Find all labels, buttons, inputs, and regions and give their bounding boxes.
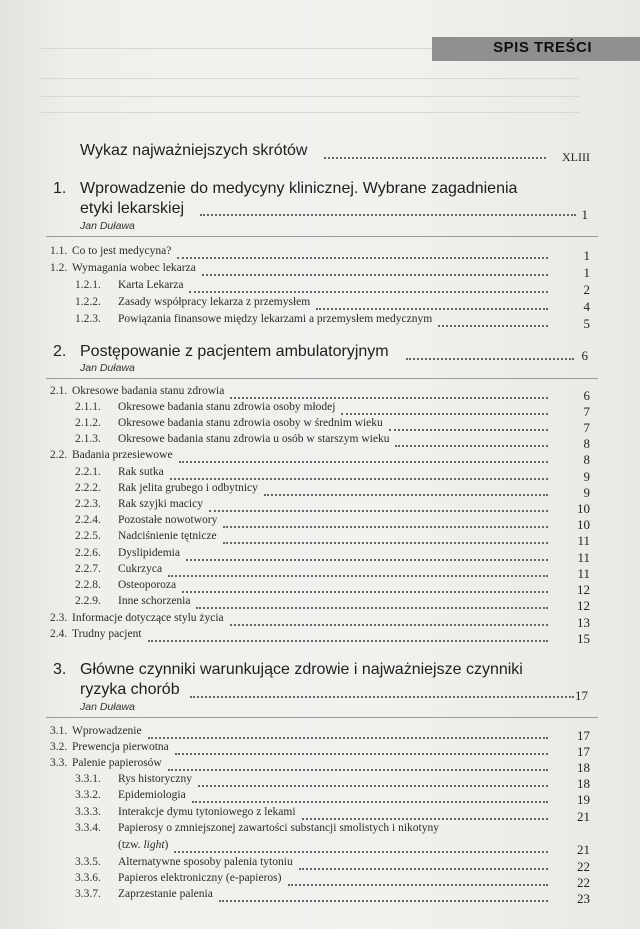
chapter-title: ryzyka chorób [80,681,180,698]
entry-page: 18 [577,776,590,791]
entry-title: Okresowe badania stanu zdrowia osoby w średnim wieku [118,417,383,429]
entry-page: 7 [583,404,590,419]
dot-leader [148,640,548,642]
entry-number: 1.2.1. [75,279,101,291]
dot-leader [190,696,574,698]
entry-page: 12 [577,598,590,613]
dot-leader [179,461,548,463]
dot-leader [299,868,548,870]
dot-leader [230,397,548,399]
dot-leader [174,851,548,853]
entry-page: 17 [577,728,590,743]
dot-leader [196,607,548,609]
dot-leader [168,769,548,771]
entry-title: Papierosy o zmniejszonej zawartości substancji smolistych i nikotyny [118,822,439,834]
dot-leader [177,257,548,259]
entry-page: 10 [577,517,590,532]
entry-title: Karta Lekarza [118,279,184,291]
entry-title: Rak sutka [118,466,164,478]
entry-title: Interakcje dymu tytoniowego z lekami [118,806,296,818]
abbrev-title: Wykaz najważniejszych skrótów [80,142,308,159]
entry-title: Okresowe badania stanu zdrowia osoby młodej [118,401,336,413]
entry-page: 11 [577,566,590,581]
entry-number: 2.1.1. [75,401,101,413]
dot-leader [302,818,548,820]
entry-page: 18 [577,760,590,775]
dot-leader [223,526,548,528]
entry-number: 3.3.6. [75,872,101,884]
entry-number: 3.3.7. [75,888,101,900]
entry-number: 3.3.3. [75,806,101,818]
dot-leader [288,884,549,886]
chapter-title: Postępowanie z pacjentem ambulatoryjnym [80,343,389,360]
entry-number: 2.1. [50,385,68,397]
chapter-author: Jan Duława [80,701,135,713]
entry-number: 1.1. [50,245,68,257]
dot-leader [219,900,548,902]
entry-title: Badania przesiewowe [72,449,173,461]
entry-page: 22 [577,859,590,874]
entry-number: 2.1.3. [75,433,101,445]
entry-page: 2 [583,282,590,297]
entry-page: 11 [577,550,590,565]
entry-page: 8 [583,436,590,451]
dot-leader [192,801,548,803]
chapter-rule [46,236,598,237]
entry-page: 5 [583,316,590,331]
entry-title: Cukrzyca [118,563,163,575]
entry-page: 9 [583,485,590,500]
chapter-number: 1. [53,180,67,197]
dot-leader [389,429,548,431]
show-through-line [40,112,580,113]
entry-page: 10 [577,501,590,516]
entry-number: 1.2.2. [75,296,101,308]
entry-title: Rak szyjki macicy [118,498,203,510]
page-title: SPIS TREŚCI [493,39,592,56]
dot-leader [189,291,548,293]
entry-title: Zasady współpracy lekarza z przemysłem [118,296,311,308]
entry-page: 15 [577,631,590,646]
entry-number: 2.2.5. [75,530,101,542]
chapter-page: 17 [575,688,588,703]
entry-title: Co to jest medycyna? [72,245,172,257]
chapter-number: 3. [53,661,67,678]
entry-number: 3.3.2. [75,789,101,801]
chapter-author: Jan Duława [80,362,135,374]
entry-number: 3.3.1. [75,773,101,785]
entry-page: 12 [577,582,590,597]
entry-page: 8 [583,452,590,467]
chapter-page: 6 [581,348,588,363]
dot-leader [202,274,548,276]
entry-page: 23 [577,891,590,906]
header-band [432,37,640,61]
dot-leader [186,559,548,561]
dot-leader [230,624,548,626]
dot-leader [264,494,548,496]
dot-leader [209,510,548,512]
entry-title: Dyslipidemia [118,547,180,559]
entry-number: 1.2.3. [75,313,101,325]
entry-page: 17 [577,744,590,759]
dot-leader [223,542,548,544]
dot-leader [324,157,546,159]
entry-page: 6 [583,388,590,403]
entry-page: 1 [583,248,590,263]
entry-number: 2.1.2. [75,417,101,429]
entry-number: 3.1. [50,725,68,737]
show-through-line [40,78,580,79]
entry-title: Okresowe badania stanu zdrowia u osób w starszym wieku [118,433,390,445]
entry-number: 1.2. [50,262,68,274]
entry-number: 2.2. [50,449,68,461]
dot-leader [438,325,548,327]
entry-page: 7 [583,420,590,435]
entry-title: Pozostałe nowotwory [118,514,218,526]
entry-page: 13 [577,615,590,630]
chapter-title: Główne czynniki warunkujące zdrowie i najważniejsze czynniki [80,661,523,678]
entry-number: 2.2.3. [75,498,101,510]
entry-title: Wymagania wobec lekarza [72,262,196,274]
dot-leader [395,445,548,447]
dot-leader [316,308,548,310]
entry-page: 21 [577,842,590,857]
dot-leader [182,591,548,593]
entry-number: 2.2.4. [75,514,101,526]
entry-number: 2.2.7. [75,563,101,575]
entry-number: 2.2.6. [75,547,101,559]
entry-number: 2.2.1. [75,466,101,478]
entry-page: 19 [577,792,590,807]
entry-number: 2.4. [50,628,68,640]
entry-title: Prewencja pierwotna [72,741,169,753]
entry-number: 2.2.8. [75,579,101,591]
dot-leader [170,478,548,480]
entry-title: Papieros elektroniczny (e-papieros) [118,872,282,884]
chapter-page: 1 [581,207,588,222]
entry-title: Okresowe badania stanu zdrowia [72,385,225,397]
entry-title: Wprowadzenie [72,725,142,737]
entry-number: 3.3. [50,757,68,769]
entry-title: Rak jelita grubego i odbytnicy [118,482,258,494]
abbrev-page: XLIII [562,150,590,164]
entry-title: Nadciśnienie tętnicze [118,530,217,542]
dot-leader [200,214,576,216]
entry-page: 9 [583,469,590,484]
chapter-rule [46,378,598,379]
chapter-rule [46,717,598,718]
chapter-author: Jan Duława [80,220,135,232]
entry-page: 1 [583,265,590,280]
entry-title: Palenie papierosów [72,757,162,769]
entry-title: Osteoporoza [118,579,177,591]
entry-number: 2.2.9. [75,595,101,607]
entry-number: 2.3. [50,612,68,624]
entry-title: Rys historyczny [118,773,192,785]
entry-title: Inne schorzenia [118,595,191,607]
entry-page: 11 [577,533,590,548]
entry-page: 4 [583,299,590,314]
entry-title: Powiązania finansowe między lekarzami a przemysłem medycznym [118,313,433,325]
entry-title: Informacje dotyczące stylu życia [72,612,224,624]
entry-number: 2.2.2. [75,482,101,494]
chapter-title: etyki lekarskiej [80,200,185,217]
entry-page: 22 [577,875,590,890]
entry-title: Zaprzestanie palenia [118,888,213,900]
entry-title: Trudny pacjent [72,628,142,640]
entry-number: 3.3.5. [75,856,101,868]
chapter-title: Wprowadzenie do medycyny klinicznej. Wybrane zagadnienia [80,180,518,197]
entry-title: Alternatywne sposoby palenia tytoniu [118,856,293,868]
dot-leader [168,575,548,577]
chapter-number: 2. [53,343,67,360]
entry-title: (tzw. light) [118,839,169,851]
entry-number: 3.3.4. [75,822,101,834]
entry-number: 3.2. [50,741,68,753]
dot-leader [175,753,548,755]
dot-leader [148,737,548,739]
entry-page: 21 [577,809,590,824]
entry-title: Epidemiologia [118,789,186,801]
show-through-line [40,96,580,97]
dot-leader [198,785,548,787]
dot-leader [341,413,548,415]
